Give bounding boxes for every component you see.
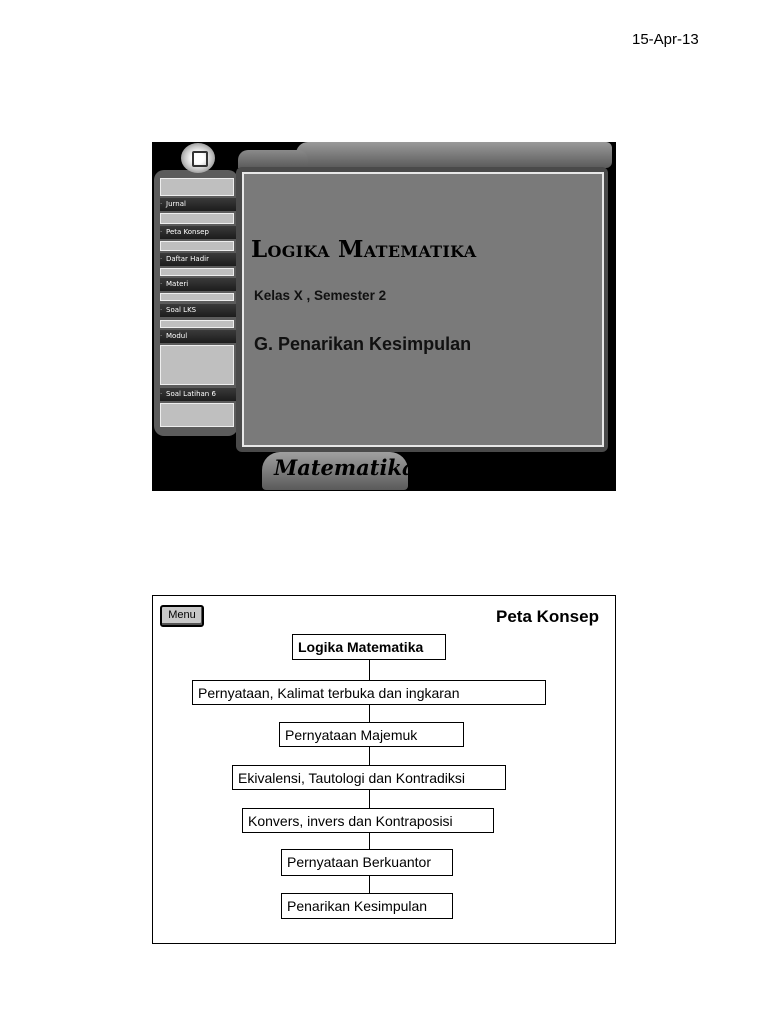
concept-box: Pernyataan Berkuantor [281,849,453,876]
nav-spacer [160,178,234,196]
concept-box: Konvers, invers dan Kontraposisi [242,808,494,833]
nav-item-jurnal[interactable]: · Jurnal [160,198,236,211]
concept-map-title: Peta Konsep [496,607,599,626]
nav-spacer [160,403,234,427]
concept-box: Penarikan Kesimpulan [281,893,453,919]
connector-line [369,789,370,808]
concept-box-root: Logika Matematika [292,634,446,660]
main-content-area [242,172,604,447]
page-date: 15-Apr-13 [632,31,699,48]
nav-item-modul[interactable]: · Modul [160,330,236,343]
slide-subtitle: Kelas X , Semester 2 [254,288,387,303]
nav-spacer [160,320,234,328]
nav-spacer [160,241,234,251]
menu-button[interactable]: Menu [160,605,204,627]
top-decorative-bar [296,142,612,168]
connector-line [369,704,370,722]
nav-spacer [160,345,234,385]
nav-spacer [160,213,234,224]
nav-item-peta-konsep[interactable]: · Peta Konsep [160,226,236,239]
slide-heading: Logika Matematika [251,236,477,263]
nav-item-soal-latihan[interactable]: · Soal Latihan 6 [160,388,236,401]
top-decorative-tab [238,150,308,168]
concept-box: Pernyataan, Kalimat terbuka dan ingkaran [192,680,546,705]
nav-item-daftar-hadir[interactable]: · Daftar Hadir [160,253,236,266]
nav-item-materi[interactable]: · Materi [160,278,236,291]
brand-logo-text: Matematika [274,455,416,480]
connector-line [369,875,370,893]
nav-item-soal-lks[interactable]: · Soal LKS [160,304,236,317]
connector-line [369,746,370,765]
concept-box: Ekivalensi, Tautologi dan Kontradiksi [232,765,506,790]
nav-spacer [160,293,234,301]
concept-box: Pernyataan Majemuk [279,722,464,747]
emblem-icon [181,143,215,173]
connector-line [369,832,370,849]
section-heading: G. Penarikan Kesimpulan [254,334,472,354]
nav-spacer [160,268,234,276]
connector-line [369,659,370,680]
